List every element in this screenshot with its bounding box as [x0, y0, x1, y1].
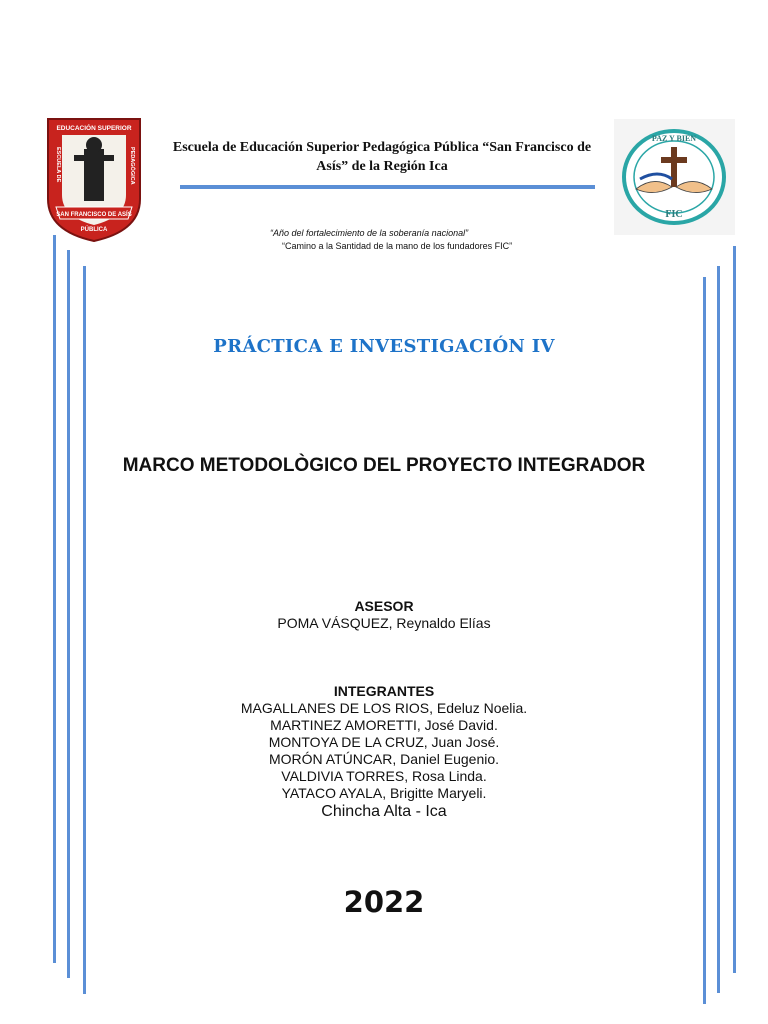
logo-left-text: ESCUELA DE — [55, 147, 61, 183]
member-surname: MARTINEZ AMORETTI, — [270, 717, 421, 733]
school-logo — [44, 115, 144, 243]
institution-name: Escuela de Educación Superior Pedagógica Pública “San Francisco de Asís” de la Región Ica — [172, 140, 592, 174]
member-item — [0, 700, 768, 717]
member-given-name: Brigitte Maryeli. — [386, 785, 487, 801]
advisor-section — [0, 598, 768, 632]
course-title: PRÁCTICA E INVESTIGACIÓN IV — [213, 336, 555, 357]
member-item — [0, 768, 768, 785]
members-label: INTEGRANTES — [333, 683, 435, 699]
logo-bottom-text: PÚBLICA — [80, 227, 108, 233]
document-title: MARCO METODOLÒGICO DEL PROYECTO INTEGRADOR — [122, 455, 646, 476]
member-item — [0, 785, 768, 802]
advisor-name — [0, 615, 768, 632]
location: Chincha Alta - Ica — [321, 803, 447, 820]
member-given-name: Rosa Linda. — [408, 768, 487, 784]
member-given-name: Juan José. — [427, 734, 500, 750]
logo-top-text: EDUCACIÓN SUPERIOR — [56, 125, 132, 132]
member-given-name: José David. — [420, 717, 498, 733]
header-rule — [180, 185, 595, 189]
member-surname: VALDIVIA TORRES, — [281, 768, 409, 784]
member-surname: YATACO AYALA, — [281, 785, 387, 801]
member-given-name: Daniel Eugenio. — [396, 751, 500, 767]
year: 2022 — [343, 885, 425, 919]
fic-logo — [614, 119, 735, 235]
member-surname: MORÓN ATÚNCAR, — [268, 751, 397, 767]
members-section — [0, 683, 768, 822]
logo-banner-text: SAN FRANCISCO DE ASÍS — [56, 212, 132, 218]
member-surname: MAGALLANES DE LOS RIOS, — [240, 700, 433, 716]
motto-fic: “Camino a la Santidad de la mano de los fundadores FIC” — [282, 241, 513, 251]
advisor-given-name: Reynaldo Elías — [392, 615, 491, 631]
fic-logo-top-text: PAZ Y BIEN — [651, 134, 697, 143]
fic-logo-bottom-text: FIC — [665, 209, 683, 220]
member-item — [0, 751, 768, 768]
member-surname: MONTOYA DE LA CRUZ, — [268, 734, 428, 750]
member-given-name: Edeluz Noelia. — [433, 700, 528, 716]
logo-right-text: PEDAGÓGICA — [129, 147, 135, 185]
member-item — [0, 717, 768, 734]
advisor-label: ASESOR — [354, 598, 414, 614]
advisor-surname: POMA VÁSQUEZ, — [277, 615, 393, 631]
motto-year: “Año del fortalecimiento de la soberanía nacional” — [270, 228, 469, 238]
member-item — [0, 734, 768, 751]
